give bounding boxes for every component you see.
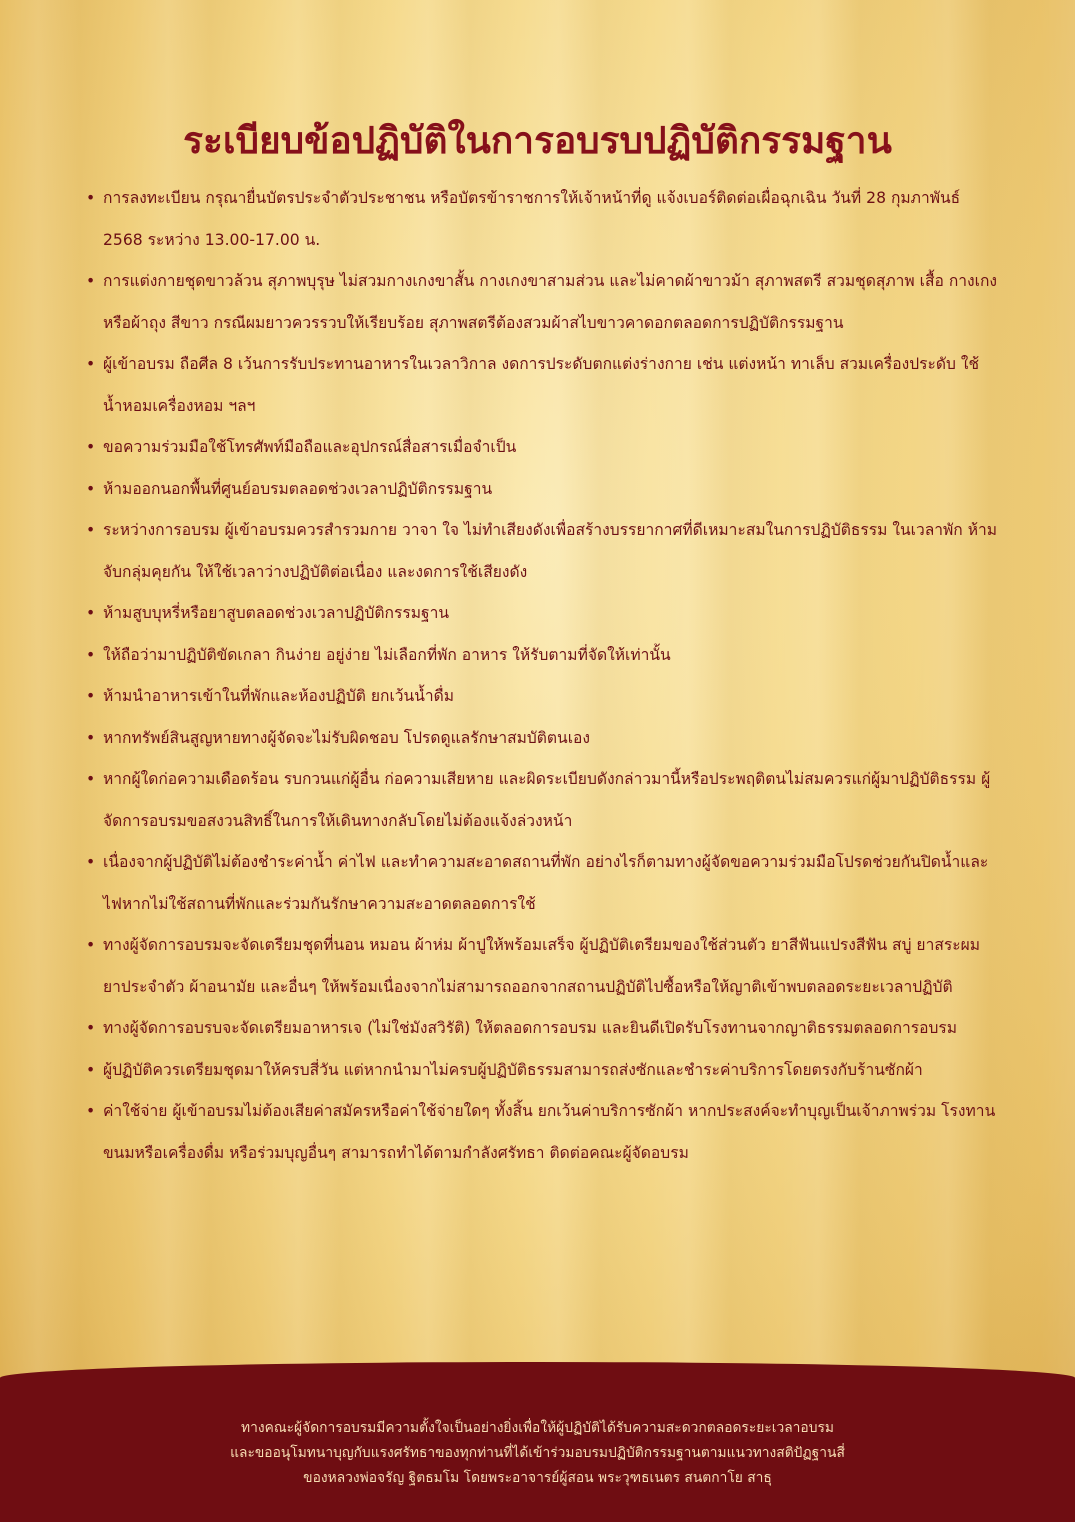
footer-line: ของหลวงพ่อจรัญ ฐิตธมโม โดยพระอาจารย์ผู้สอน พระวุฑธเนตร สนตกาโย สาธุ [303,1470,772,1486]
rule-item [86,427,1001,469]
bullet-icon: • [86,770,96,788]
rule-item [86,1050,1001,1092]
bullet-icon: • [86,1060,96,1079]
rule-text: ขอความร่วมมือใช้โทรศัพท์มือถือและอุปกรณ์สื่อสารเมื่อจำเป็น [103,438,517,456]
rule-item [86,676,1001,718]
bullet-icon: • [86,272,96,290]
bullet-icon: • [86,728,96,747]
bullet-icon: • [86,521,96,539]
rule-text: หากทรัพย์สินสูญหายทางผู้จัดจะไม่รับผิดชอบ โปรดดูแลรักษาสมบัติตนเอง [103,728,591,747]
bullet-icon: • [86,687,96,705]
rule-text: ห้ามนำอาหารเข้าในที่พักและห้องปฏิบัติ ยกเว้นน้ำดื่ม [103,687,455,705]
rule-text: เนื่องจากผู้ปฏิบัติไม่ต้องชำระค่าน้ำ ค่าไฟ และทำความสะอาดสถานที่พัก อย่างไรก็ตามทางผู้จัดขอความร่วมมือโปรดช่วยกันปิดน้ำและไฟหากไม่ใช้สถานที่พักและร่วมกันรักษาความสะอาดตลอดการใช้ [103,853,989,913]
rule-item [86,344,1001,427]
rule-text: ผู้เข้าอบรม ถือศีล 8 เว้นการรับประทานอาหารในเวลาวิกาล งดการประดับตกแต่งร่างกาย เช่น แต่งหน้า ทาเล็บ สวมเครื่องประดับ ใช้น้ำหอมเครื่องหอม ฯลฯ [103,355,980,415]
rule-item [86,635,1001,677]
rule-item [86,178,1001,261]
bullet-icon: • [86,355,96,373]
bullet-icon: • [86,479,96,498]
rule-text: การแต่งกายชุดขาวล้วน สุภาพบุรุษ ไม่สวมกางเกงขาสั้น กางเกงขาสามส่วน และไม่คาดผ้าขาวม้า สุภาพสตรี สวมชุดสุภาพ เสื้อ กางเกงหรือผ้าถุง สีขาว กรณีผมยาวควรรวบให้เรียบร้อย สุภาพสตรีต้องสวมผ้าสไบขาวคาดอกตลอดการปฏิบัติกรรมฐาน [103,272,998,332]
footer-banner [0,1362,1075,1522]
bullet-icon: • [86,1019,96,1037]
rule-item [86,593,1001,635]
bullet-icon: • [86,645,96,664]
bullet-icon: • [86,936,96,954]
footer-line: และขออนุโมทนาบุญกับแรงศรัทธาของทุกท่านที่ได้เข้าร่วมอบรมปฏิบัติกรรมฐานตามแนวทางสติปัฏฐานสี่ [230,1445,845,1461]
bullet-icon: • [86,853,96,871]
rule-text: การลงทะเบียน กรุณายื่นบัตรประจำตัวประชาชน หรือบัตรข้าราชการให้เจ้าหน้าที่ดู แจ้งเบอร์ติดต่อเผื่อฉุกเฉิน วันที่ 28 กุมภาพันธ์ 2568 ระหว่าง 13.00-17.00 น. [103,189,961,249]
rule-item [86,1008,1001,1050]
bullet-icon: • [86,1102,96,1120]
rule-text: ค่าใช้จ่าย ผู้เข้าอบรมไม่ต้องเสียค่าสมัครหรือค่าใช้จ่ายใดๆ ทั้งสิ้น ยกเว้นค่าบริการซักผ้า หากประสงค์จะทำบุญเป็นเจ้าภาพร่วม โรงทานขนมหรือเครื่องดื่ม หรือร่วมบุญอื่นๆ สามารถทำได้ตามกำลังศรัทธา ติดต่อคณะผู้จัดอบรม [103,1102,996,1162]
footer-message [0,1416,1075,1491]
bullet-icon: • [86,604,96,622]
rules-list [86,178,1001,1174]
rule-item [86,469,1001,511]
footer-line: ทางคณะผู้จัดการอบรมมีความตั้งใจเป็นอย่างยิ่งเพื่อให้ผู้ปฏิบัติได้รับความสะดวกตลอดระยะเวลาอบรม [241,1420,834,1436]
rule-item [86,510,1001,593]
rule-item [86,718,1001,760]
page-title: ระเบียบข้อปฏิบัติในการอบรบปฏิบัติกรรมฐาน [183,118,892,162]
bullet-icon: • [86,438,96,456]
rule-text: หากผู้ใดก่อความเดือดร้อน รบกวนแก่ผู้อื่น ก่อความเสียหาย และผิดระเบียบดังกล่าวมานี้หรือประพฤติตนไม่สมควรแก่ผู้มาปฏิบัติธรรม ผู้จัดการอบรมขอสงวนสิทธิ์ในการให้เดินทางกลับโดยไม่ต้องแจ้งล่วงหน้า [103,770,991,830]
bullet-icon: • [86,189,96,207]
rule-text: ผู้ปฏิบัติควรเตรียมชุดมาให้ครบสี่วัน แต่หากนำมาไม่ครบผู้ปฏิบัติธรรมสามารถส่งซักและชำระค่าบริการโดยตรงกับร้านซักผ้า [103,1060,923,1079]
rule-item [86,842,1001,925]
rule-text: ห้ามออกนอกพื้นที่ศูนย์อบรมตลอดช่วงเวลาปฏิบัติกรรมฐาน [103,479,493,498]
rule-item [86,261,1001,344]
rule-text: ระหว่างการอบรม ผู้เข้าอบรมควรสำรวมกาย วาจา ใจ ไม่ทำเสียงดังเพื่อสร้างบรรยากาศที่ดีเหมาะสมในการปฏิบัติธรรม ในเวลาพัก ห้ามจับกลุ่มคุยกัน ให้ใช้เวลาว่างปฏิบัติต่อเนื่อง และงดการใช้เสียงดัง [103,521,998,581]
rule-item [86,925,1001,1008]
rule-text: ทางผู้จัดการอบรบจะจัดเตรียมอาหารเจ (ไม่ใช่มังสวิรัติ) ให้ตลอดการอบรม และยินดีเปิดรับโรงทานจากญาติธรรมตลอดการอบรม [103,1019,958,1037]
rule-text: ทางผู้จัดการอบรมจะจัดเตรียมชุดที่นอน หมอน ผ้าห่ม ผ้าปูให้พร้อมเสร็จ ผู้ปฏิบัติเตรียมของใช้ส่วนตัว ยาสีฟันแปรงสีฟัน สบู่ ยาสระผม ยาประจำตัว ผ้าอนามัย และอื่นๆ ให้พร้อมเนื่องจากไม่สามารถออกจากสถานปฏิบัติไปซื้อหรือให้ญาติเข้าพบตลอดระยะเวลาปฏิบัติ [103,936,981,996]
rule-item [86,759,1001,842]
rule-text: ให้ถือว่ามาปฏิบัติขัดเกลา กินง่าย อยู่ง่าย ไม่เลือกที่พัก อาหาร ให้รับตามที่จัดให้เท่านั้น [103,645,671,664]
rule-item [86,1091,1001,1174]
rule-text: ห้ามสูบบุหรี่หรือยาสูบตลอดช่วงเวลาปฏิบัติกรรมฐาน [103,604,450,622]
